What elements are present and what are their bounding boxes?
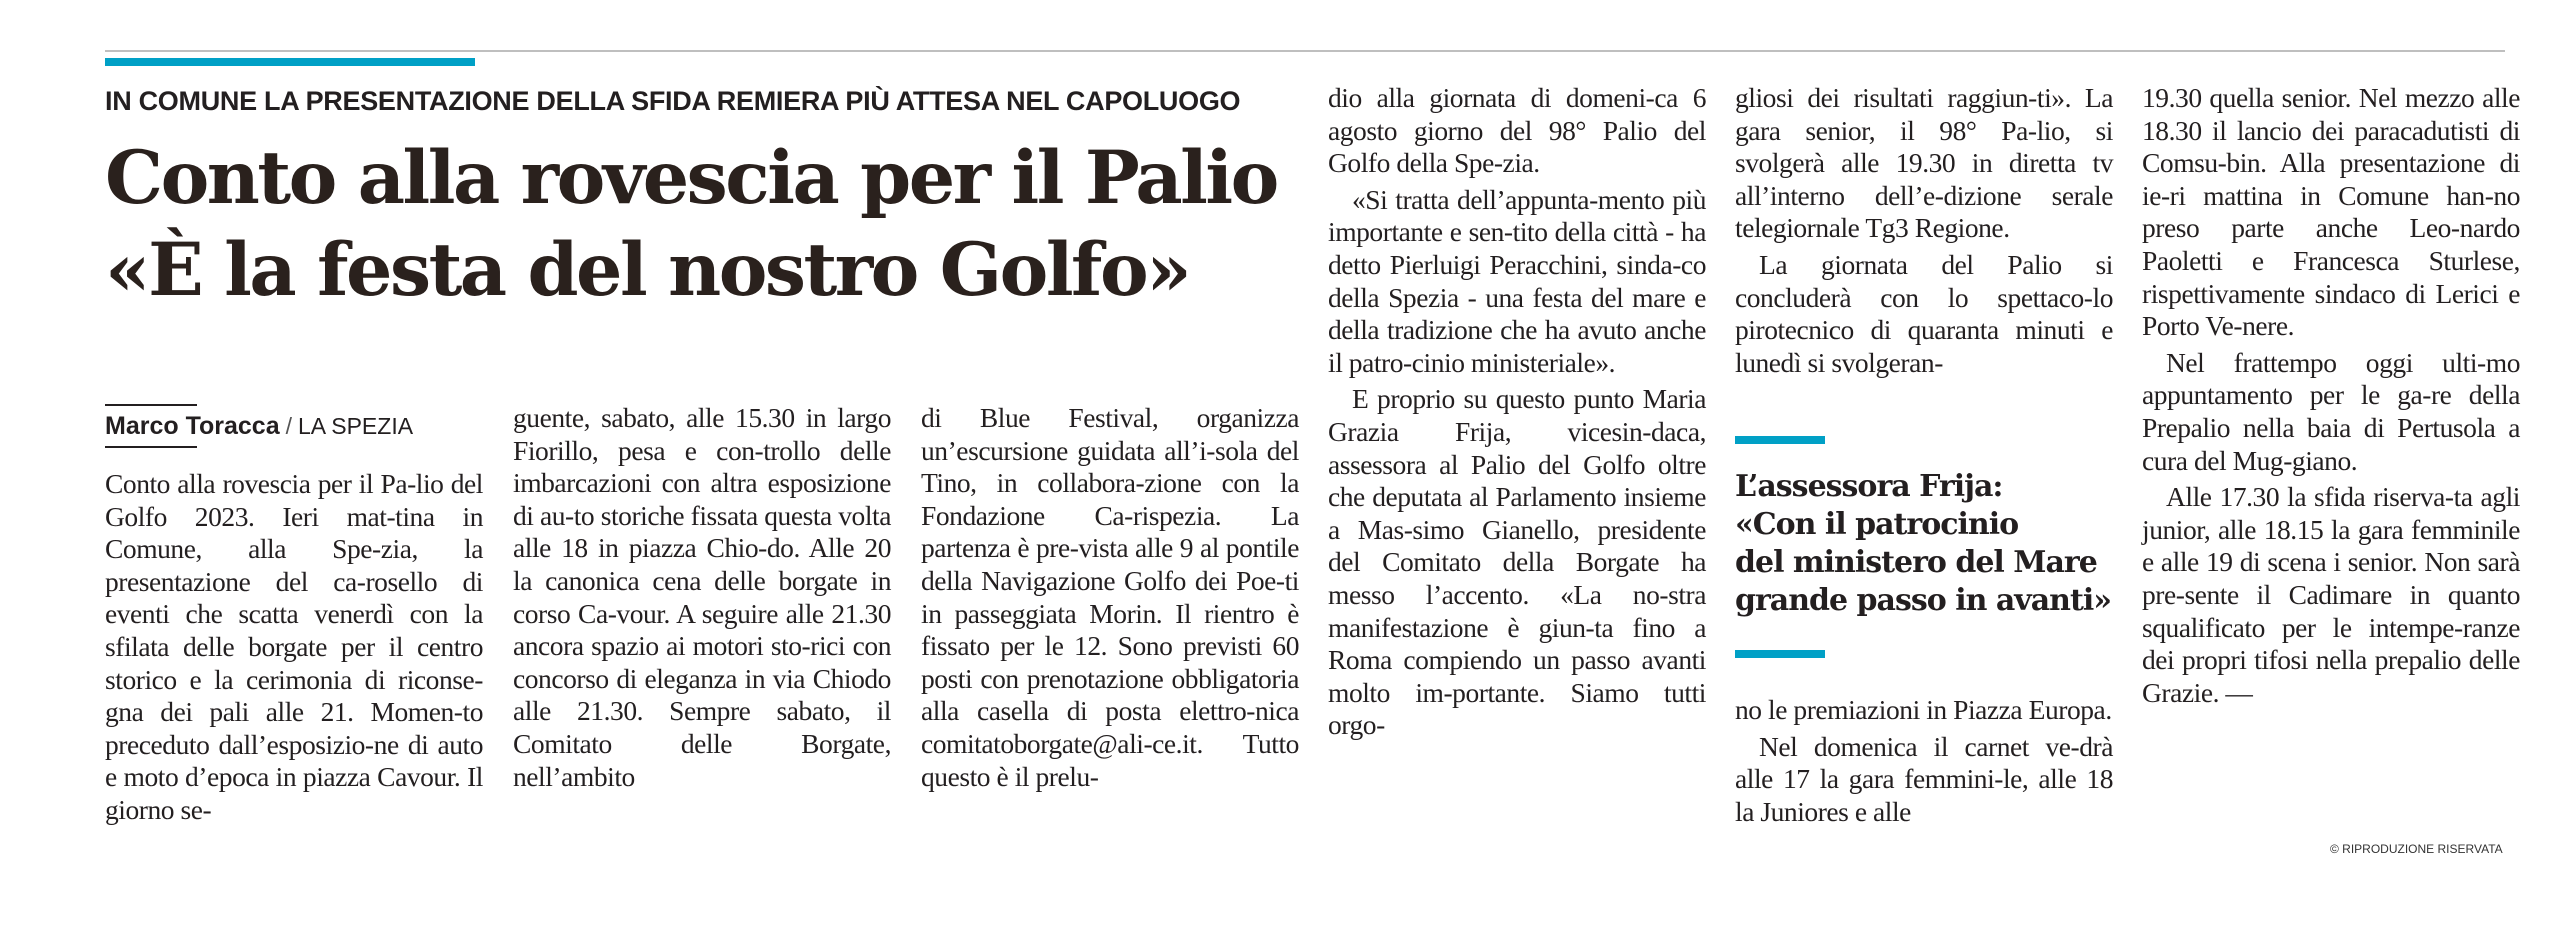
subhead-line: grande passo in avanti» xyxy=(1735,583,2111,618)
subhead-accent-bar-bottom xyxy=(1735,650,1825,658)
headline-line-2: «È la festa del nostro Golfo» xyxy=(105,227,1190,313)
paragraph: Conto alla rovescia per il Pa-lio del Golfo 2023. Ieri mat-tina in Comune, alla Spe-zia, la presentazione del ca-rosello di eventi che scatta venerdì con la sfilata delle borgate per il centro storico e la cerimonia di riconse-gna dei pali alle 21. Momen-to preceduto dall’esposizio-ne di auto e moto d’epoca in piazza Cavour. Il giorno se- xyxy=(105,468,483,825)
paragraph: Nel domenica il carnet ve-drà alle 17 la gara femmini-le, alle 18 la Juniores e alle xyxy=(1735,730,2113,827)
subhead-line: L’assessora Frija: xyxy=(1735,469,2003,504)
text-column-2 xyxy=(513,402,891,793)
byline-rule-top xyxy=(105,404,197,406)
paragraph: guente, sabato, alle 15.30 in largo Fiorillo, pesa e con-trollo delle imbarcazioni con altra esposizione di au-to storiche fissata questa volta alle 18 in piazza Chio-do. Alle 20 la canonica cena delle borgate in corso Ca-vour. A seguire alle 21.30 ancora spazio ai motori sto-rici con concorso di eleganza in via Chiodo alle 21.30. Sempre sabato, il Comitato delle Borgate, nell’ambito xyxy=(513,402,891,792)
text-column-3 xyxy=(921,402,1299,793)
copyright-notice: © RIPRODUZIONE RISERVATA xyxy=(2330,842,2503,856)
text-column-5b xyxy=(1735,694,2113,828)
paragraph: Alle 17.30 la sfida riserva-ta agli junior, alle 18.15 la gara femminile e alle 19 di scena i senior. Non sarà pre-sente il Cadimare in quanto squalificato per le intempe-ranze dei propri tifosi nella prepalio delle Grazie. — xyxy=(2142,481,2520,708)
paragraph: no le premiazioni in Piazza Europa. xyxy=(1735,694,2112,725)
pull-quote-subhead xyxy=(1735,468,2125,620)
author-name: Marco Toracca xyxy=(105,412,280,440)
text-column-4 xyxy=(1328,82,1706,742)
text-column-5 xyxy=(1735,82,2113,379)
byline-rule-bottom xyxy=(105,446,197,448)
text-column-1 xyxy=(105,468,483,827)
paragraph: di Blue Festival, organizza un’escursione guidata all’i-sola del Tino, in collabora-zione con la Fondazione Ca-rispezia. La partenza è pre-vista alle 9 al pontile della Navigazione Golfo dei Poe-ti in passeggiata Morin. Il rientro è fissato per le 12. Sono previsti 60 posti con prenotazione obbligatoria alla casella di posta elettro-nica comitatoborgate@ali-ce.it. Tutto questo è il prelu- xyxy=(921,402,1299,792)
subhead-line: del ministero del Mare xyxy=(1735,545,2097,580)
paragraph: Nel frattempo oggi ulti-mo appuntamento per le ga-re della Prepalio nella baia di Pertusola a cura del Mug-giano. xyxy=(2142,346,2520,476)
top-rule xyxy=(105,50,2505,52)
headline xyxy=(105,132,1325,316)
byline-location: LA SPEZIA xyxy=(298,413,414,439)
text-column-6 xyxy=(2142,82,2520,709)
byline xyxy=(105,412,413,441)
paragraph: La giornata del Palio si concluderà con lo spettaco-lo pirotecnico di quaranta minuti e lunedì si svolgeran- xyxy=(1735,248,2113,378)
headline-line-1: Conto alla rovescia per il Palio xyxy=(105,135,1277,221)
paragraph: gliosi dei risultati raggiun-ti». La gara senior, il 98° Pa-lio, si svolgerà alle 19.30 in diretta tv all’interno dell’e-dizione serale telegiornale Tg3 Regione. xyxy=(1735,82,2113,244)
paragraph: «Si tratta dell’appunta-mento più importante e sen-tito della città - ha detto Pierluigi Peracchini, sinda-co della Spezia - una festa del mare e della tradizione che ha avuto anche il patro-cinio ministeriale». xyxy=(1328,183,1706,378)
kicker-accent-bar xyxy=(105,58,475,66)
byline-separator: / xyxy=(285,413,292,439)
paragraph: 19.30 quella senior. Nel mezzo alle 18.30 il lancio dei paracadutisti di Comsu-bin. Alla presentazione di ie-ri mattina in Comune han-no preso parte anche Leo-nardo Paoletti e Francesca Sturlese, rispettivamente sindaco di Lerici e Porto Ve-nere. xyxy=(2142,82,2520,342)
paragraph: dio alla giornata di domeni-ca 6 agosto giorno del 98° Palio del Golfo della Spe-zia. xyxy=(1328,82,1706,179)
kicker: IN COMUNE LA PRESENTAZIONE DELLA SFIDA REMIERA PIÙ ATTESA NEL CAPOLUOGO xyxy=(105,86,1241,116)
paragraph: E proprio su questo punto Maria Grazia Frija, vicesin-daca, assessora al Palio del Golfo oltre che deputata al Parlamento insieme a Mas-simo Gianello, presidente del Comitato della Borgate ha messo l’accento. «La no-stra manifestazione è giun-ta fino a Roma compiendo un passo avanti molto im-portante. Siamo tutti orgo- xyxy=(1328,383,1706,741)
subhead-accent-bar-top xyxy=(1735,436,1825,444)
subhead-line: «Con il patrocinio xyxy=(1735,507,2019,542)
